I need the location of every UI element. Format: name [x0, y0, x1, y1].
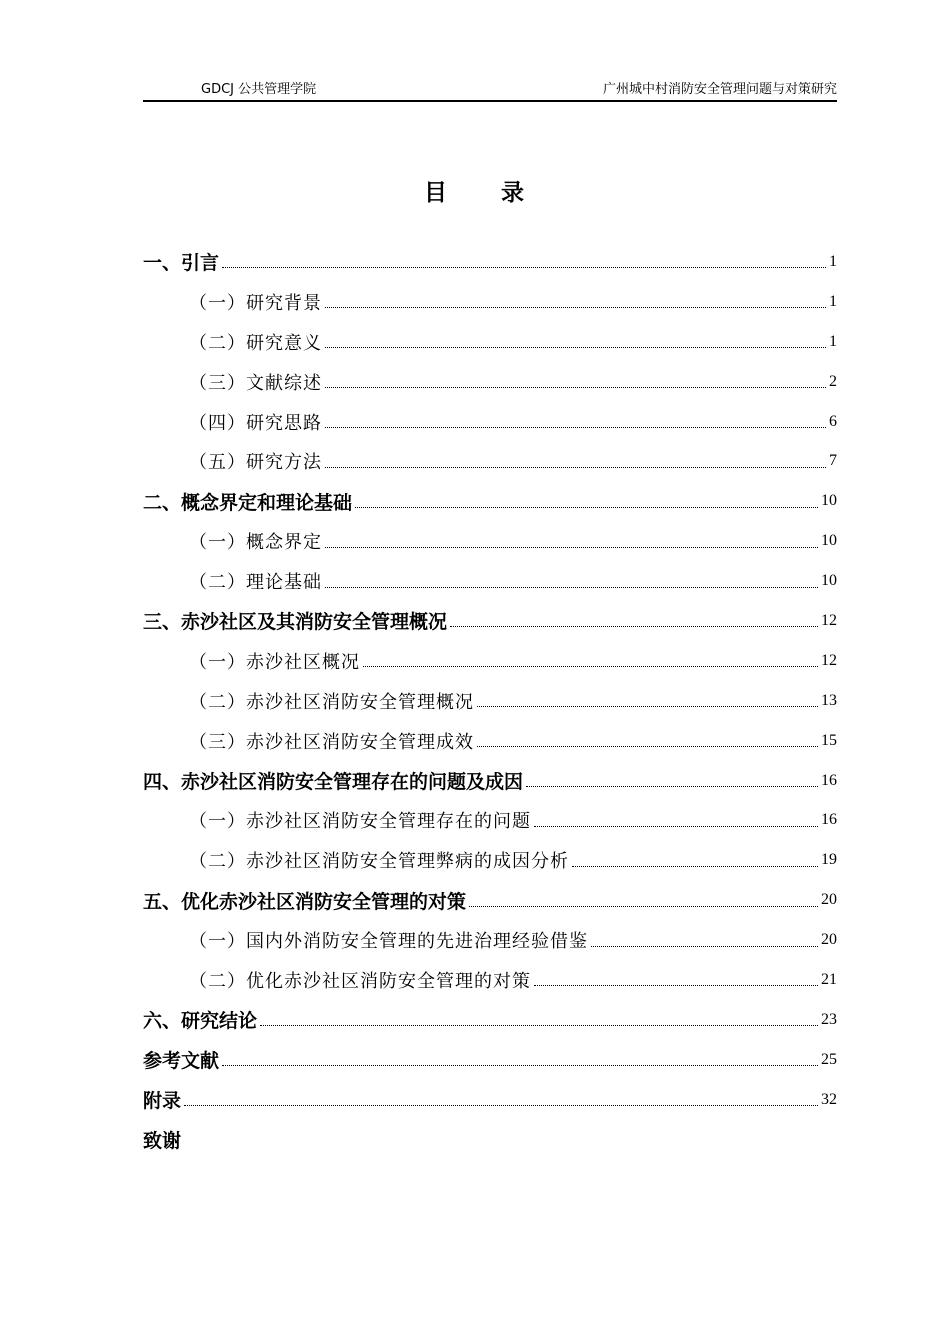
- toc-entry-label: （二）研究意义: [189, 332, 322, 354]
- toc-entry[interactable]: [143, 920, 837, 960]
- toc-entry-page: 19: [821, 851, 837, 869]
- dot-leader: [222, 1065, 818, 1066]
- toc-entry-page: 20: [821, 891, 837, 909]
- dot-leader: [325, 467, 826, 468]
- toc-entry-page: 1: [829, 332, 837, 350]
- dot-leader: [526, 786, 818, 787]
- toc-entry[interactable]: [143, 402, 837, 442]
- toc-entry[interactable]: [143, 561, 837, 601]
- toc-entry[interactable]: [143, 1000, 837, 1040]
- toc-entry-label: （四）研究思路: [189, 412, 322, 434]
- toc-entry-page: 16: [821, 771, 837, 789]
- dot-leader: [325, 347, 826, 348]
- toc-entry-page: 2: [829, 372, 837, 390]
- dot-leader: [477, 706, 818, 707]
- toc-entry-label: （二）赤沙社区消防安全管理弊病的成因分析: [189, 851, 569, 873]
- toc-entry[interactable]: [143, 521, 837, 561]
- dot-leader: [260, 1025, 818, 1026]
- toc-entry-page: 20: [821, 931, 837, 949]
- header-institution: GDCJ 公共管理学院: [201, 82, 317, 97]
- toc-title-char-1: 目: [424, 180, 449, 206]
- toc-entry-label: 三、赤沙社区及其消防安全管理概况: [143, 611, 448, 634]
- toc-entry-page: 10: [821, 572, 837, 590]
- toc-entry-label: （二）优化赤沙社区消防安全管理的对策: [189, 970, 531, 992]
- toc-entry-label: （五）研究方法: [189, 452, 322, 474]
- toc-entry-label: （二）赤沙社区消防安全管理概况: [189, 691, 474, 713]
- toc-entry[interactable]: [143, 242, 837, 282]
- page-header: [143, 78, 837, 102]
- toc-entry-label: （三）文献综述: [189, 372, 322, 394]
- toc-entry-page: 10: [821, 492, 837, 510]
- dot-leader: [450, 626, 818, 627]
- dot-leader: [325, 547, 818, 548]
- toc-entry-label: （一）概念界定: [189, 532, 322, 554]
- toc-entry-label: 五、优化赤沙社区消防安全管理的对策: [143, 890, 467, 913]
- toc-entry-page: 10: [821, 532, 837, 550]
- toc-entry-page: 25: [821, 1050, 837, 1068]
- dot-leader: [363, 666, 818, 667]
- toc-entry-label: （一）研究背景: [189, 292, 322, 314]
- dot-leader: [469, 906, 818, 907]
- toc-entry[interactable]: [143, 1040, 837, 1080]
- toc-entry-page: 12: [821, 611, 837, 629]
- dot-leader: [477, 746, 818, 747]
- toc-entry-page: 7: [829, 452, 837, 470]
- toc-entry-label: （二）理论基础: [189, 572, 322, 594]
- toc-entry-label: 二、概念界定和理论基础: [143, 491, 353, 514]
- toc-entry-label: （三）赤沙社区消防安全管理成效: [189, 731, 474, 753]
- toc-entry-page: 21: [821, 970, 837, 988]
- toc-entry-page: 15: [821, 731, 837, 749]
- toc-entry-label: 参考文献: [143, 1050, 220, 1073]
- toc-entry[interactable]: [143, 761, 837, 801]
- table-of-contents: [143, 242, 837, 1159]
- toc-entry-label: 六、研究结论: [143, 1010, 258, 1033]
- toc-title: [0, 174, 950, 207]
- toc-entry[interactable]: [143, 721, 837, 761]
- toc-entry[interactable]: [143, 681, 837, 721]
- toc-entry-label: 附录: [143, 1090, 182, 1113]
- header-thesis-title: 广州城中村消防安全管理问题与对策研究: [602, 82, 837, 97]
- toc-title-char-2: 录: [501, 180, 526, 206]
- dot-leader: [184, 1105, 818, 1106]
- toc-entry-page: 1: [829, 252, 837, 270]
- toc-entry[interactable]: [143, 362, 837, 402]
- toc-entry-label: （一）国内外消防安全管理的先进治理经验借鉴: [189, 931, 588, 953]
- toc-entry-label: 四、赤沙社区消防安全管理存在的问题及成因: [143, 771, 524, 794]
- toc-entry[interactable]: [143, 282, 837, 322]
- toc-entry-page: 32: [821, 1090, 837, 1108]
- toc-entry-page: 23: [821, 1010, 837, 1028]
- toc-entry[interactable]: [143, 840, 837, 880]
- toc-entry[interactable]: [143, 641, 837, 681]
- toc-entry[interactable]: [143, 322, 837, 362]
- dot-leader: [325, 427, 826, 428]
- toc-entry-page: 16: [821, 811, 837, 829]
- toc-entry-page: 13: [821, 691, 837, 709]
- toc-entry[interactable]: [143, 880, 837, 920]
- dot-leader: [591, 946, 818, 947]
- toc-entry-label: （一）赤沙社区概况: [189, 651, 360, 673]
- toc-entry-label: （一）赤沙社区消防安全管理存在的问题: [189, 811, 531, 833]
- dot-leader: [222, 267, 826, 268]
- toc-entry[interactable]: [143, 601, 837, 641]
- toc-entry-label: 致谢: [143, 1130, 182, 1153]
- toc-entry[interactable]: [143, 1080, 837, 1120]
- toc-entry[interactable]: [143, 1120, 837, 1160]
- dot-leader: [534, 985, 818, 986]
- toc-entry[interactable]: [143, 960, 837, 1000]
- toc-entry[interactable]: [143, 800, 837, 840]
- toc-entry[interactable]: [143, 481, 837, 521]
- dot-leader: [534, 826, 818, 827]
- dot-leader: [572, 866, 818, 867]
- toc-entry-page: 1: [829, 292, 837, 310]
- dot-leader: [325, 387, 826, 388]
- toc-entry-label: 一、引言: [143, 252, 220, 275]
- dot-leader: [325, 587, 818, 588]
- toc-entry[interactable]: [143, 441, 837, 481]
- toc-entry-page: 12: [821, 651, 837, 669]
- toc-entry-page: 6: [829, 412, 837, 430]
- dot-leader: [325, 307, 826, 308]
- dot-leader: [355, 507, 818, 508]
